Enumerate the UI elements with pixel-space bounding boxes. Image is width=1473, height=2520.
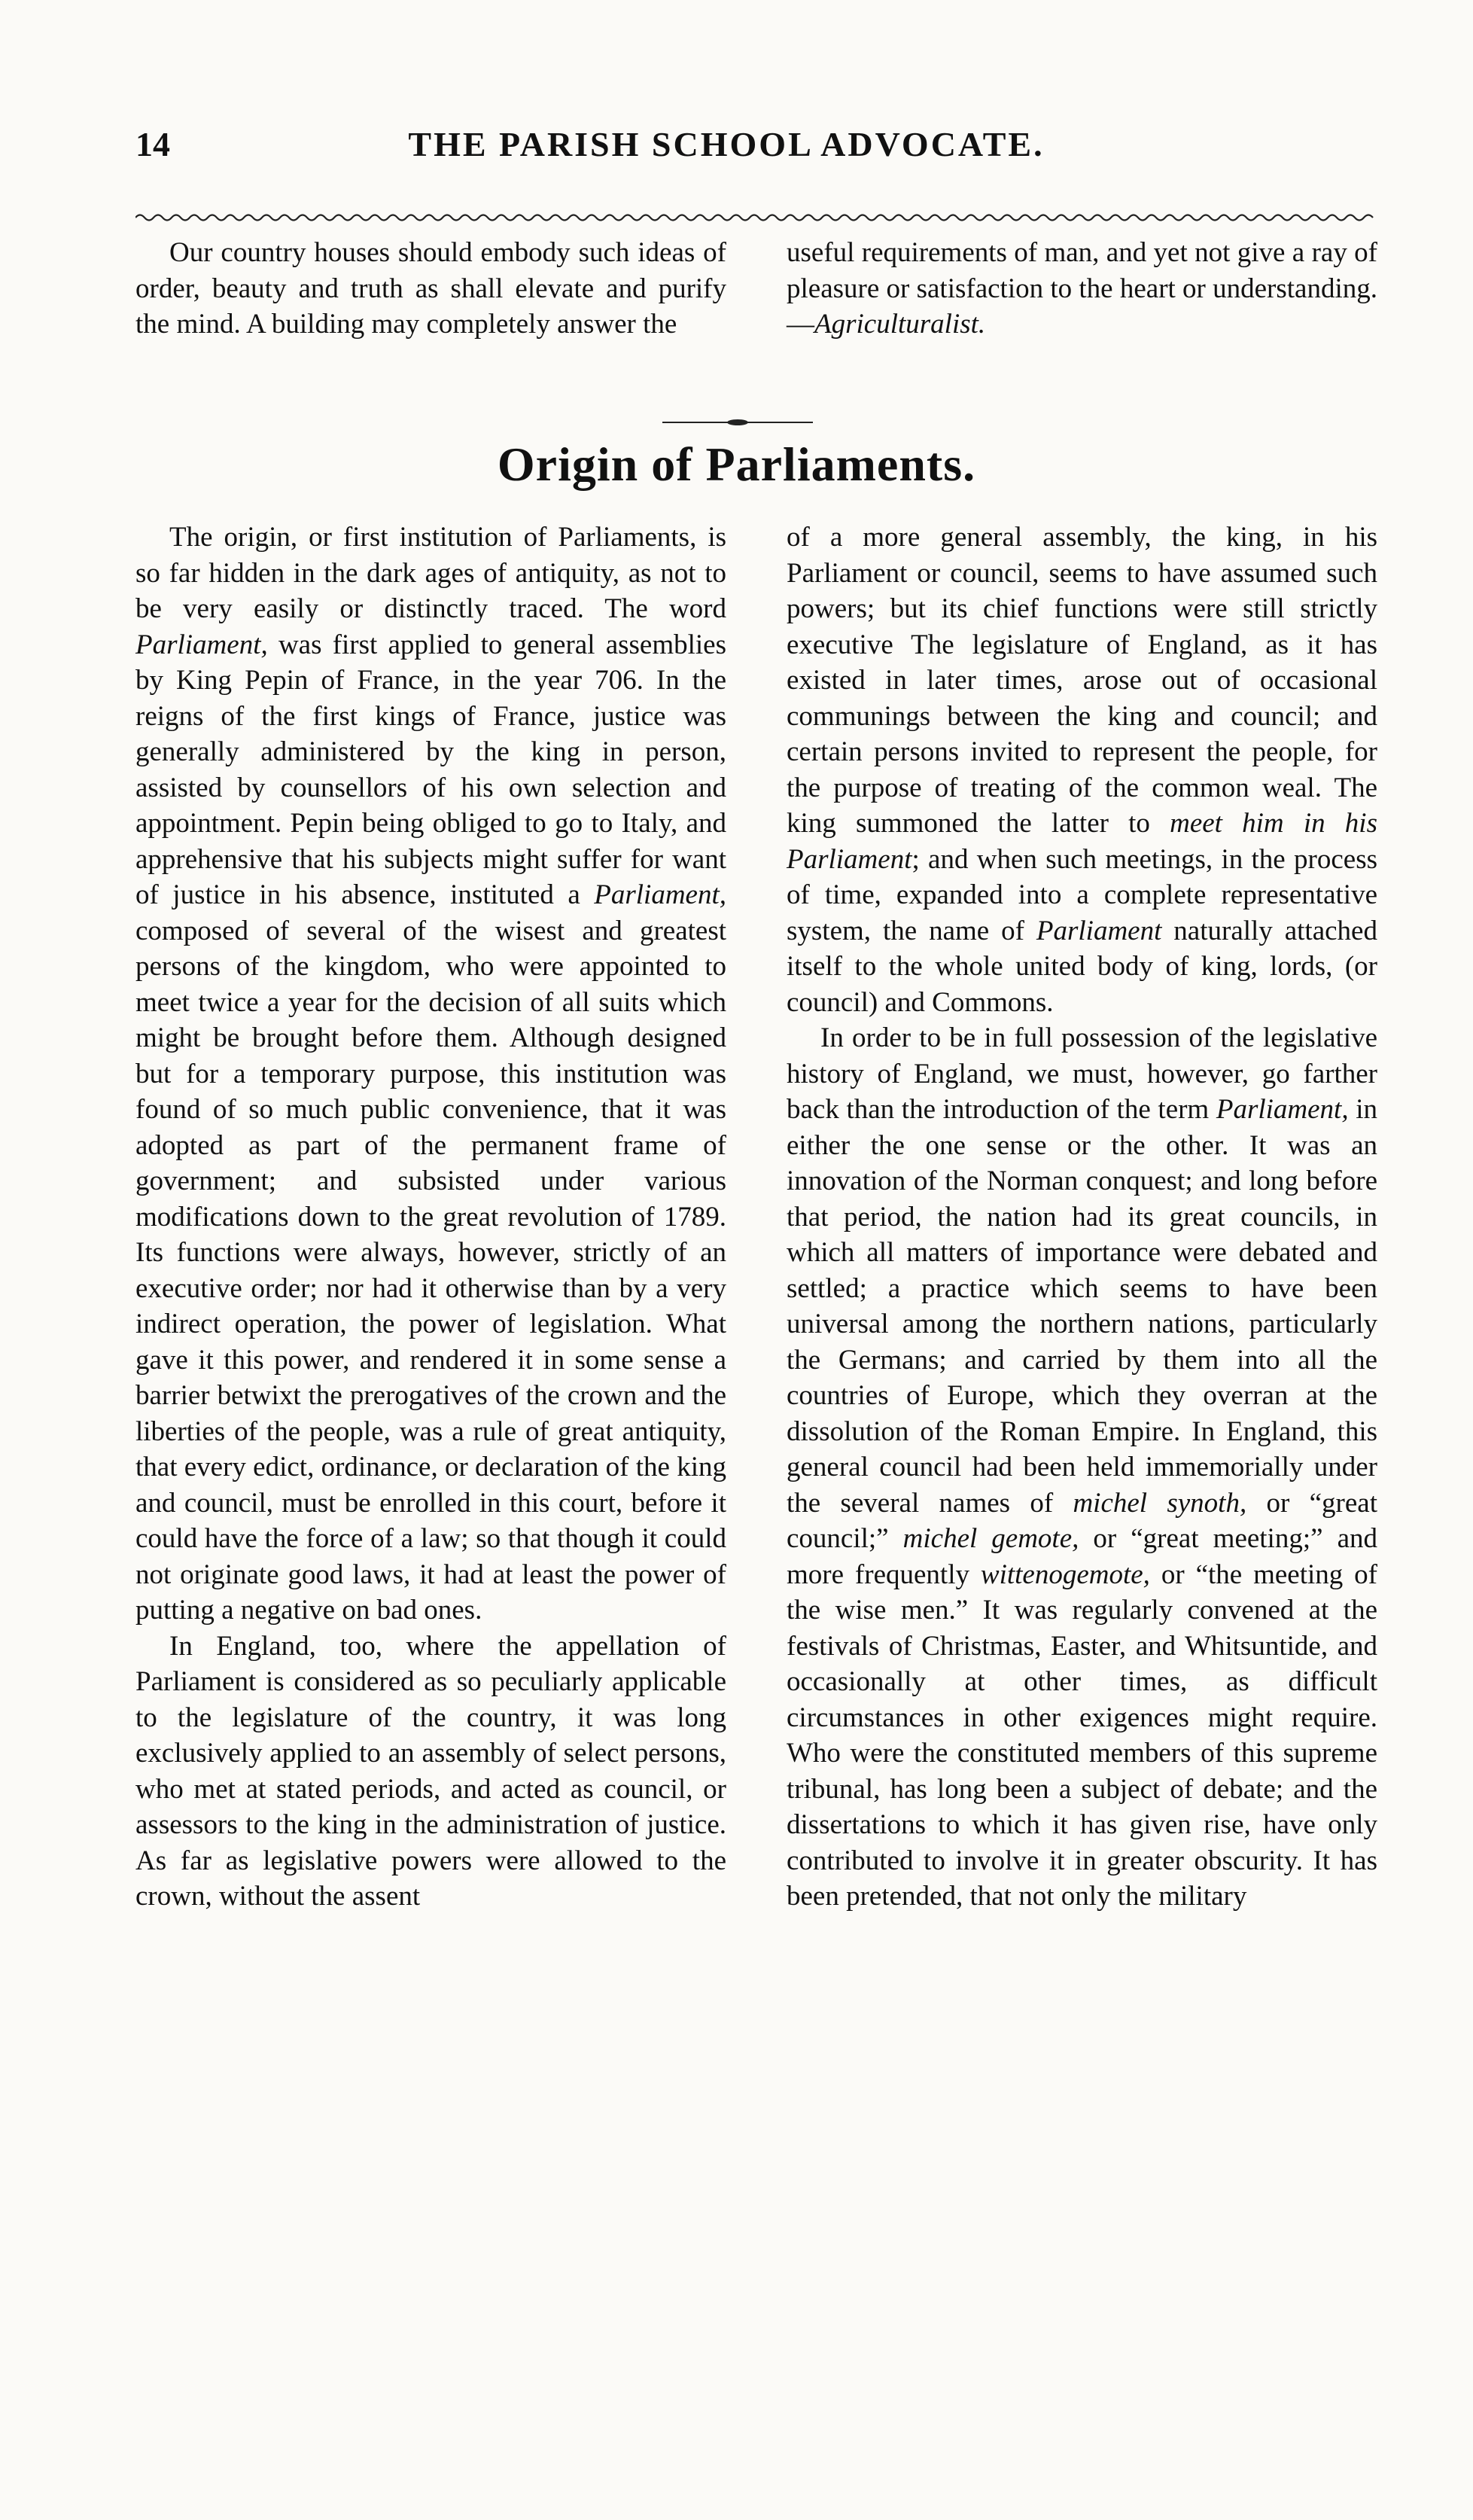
text-run: naturally attached itself to the whole united body of king, lords, (or council) and Commons.	[787, 915, 1377, 1018]
italic-term: Parliament,	[1216, 1094, 1349, 1125]
wavy-rule-divider	[135, 211, 1377, 224]
text-run: In order to be in full possession of the legislative history of England, we must, however, go farther back than the introduction of the term	[787, 1022, 1377, 1125]
italic-term: wittenogemote,	[980, 1559, 1150, 1590]
text-run: was first applied to general assemblies by King Pepin of France, in the year 706. In the reigns of the first kings of France, justice was generally administered by the king in person, assisted by counsellors of his own selection and appointment. Pepin being obliged to go to Italy, and apprehensive that his subjects might suffer for want of justice in his absence, instituted a	[135, 629, 726, 910]
text-run: of a more general assembly, the king, in his Parliament or council, seems to have assumed such powers; but its chief functions were still strictly executive The legislature of England, as it has existed in later times, arose out of occasional communings between the king and council; and certain persons invited to represent the people, for the purpose of treating of the common weal. The king summoned the latter to	[787, 522, 1377, 839]
italic-term: meet him in his Parliament	[787, 808, 1377, 875]
page-number: 14	[135, 125, 170, 163]
article-paragraph: In England, too, where the appellation of Parliament is considered as so peculiarly applicable to the legislature of the country, it was long exclusively applied to an assembly of select persons, who met at stated periods, and acted as council, or assessors to the king in the administration of justice. As far as legislative powers were allowed to the crown, without the assent	[135, 1630, 726, 1912]
previous-article-source: Agriculturalist.	[814, 309, 986, 340]
previous-article-left-column	[135, 235, 726, 343]
text-run: or “the meeting of the wise men.” It was regularly convened at the festivals of Christmas, Easter, and Whitsuntide, and occasionally at other times, as difficult circumstances in other exigences might require. Who were the constituted members of this supreme tribunal, has long been a subject of debate; and the dissertations to which it has given rise, have only contributed to involve it in greater obscurity. It has been pretended, that not only the military	[787, 1559, 1378, 1912]
previous-article-paragraph: Our country houses should embody such ideas of order, beauty and truth as shall elevate and purify the mind. A building may completely answer the	[135, 237, 726, 340]
text-run: ; and when such meetings, in the process of time, expanded into a complete representative system, the name of	[787, 843, 1377, 946]
article-right-column	[787, 520, 1377, 1915]
article-paragraph	[787, 1020, 1377, 1915]
text-run: in either the one sense or the other. It was an innovation of the Norman conquest; and long before that period, the nation had its great councils, in which all matters of importance were debated and settled; a practice which seems to have been universal among the northern nations, particularly the Germans; and carried by them into all the countries of Europe, which they overran at the dissolution of the Roman Empire. In England, this general council had been held immemorially under the several names of	[787, 1094, 1377, 1519]
text-run: or “great meeting;” and more frequently	[787, 1523, 1377, 1590]
article-body	[135, 520, 1377, 2492]
previous-article-right-column	[787, 235, 1377, 343]
article-left-column	[135, 520, 726, 1915]
italic-term: Parliament	[1036, 915, 1162, 946]
italic-term: michel gemote,	[902, 1523, 1079, 1554]
text-run: The origin, or first institution of Parliaments, is so far hidden in the dark ages of antiquity, as not to be very easily or distinctly traced. The word	[135, 522, 726, 624]
italic-term: Parliament,	[135, 629, 268, 660]
running-title: THE PARISH SCHOOL ADVOCATE.	[408, 125, 1045, 163]
italic-term: Parliament,	[594, 879, 726, 910]
article-paragraph	[787, 520, 1377, 1020]
previous-article-continuation	[787, 235, 1377, 343]
text-run: composed of several of the wisest and greatest persons of the kingdom, who were appointed to meet twice a year for the decision of all suits which might be brought before them. Although designed but for a temporary purpose, this institution was found of so much public convenience, that it was adopted as part of the permanent frame of government; and subsisted under various modifications down to the great revolution of 1789. Its functions were always, however, strictly of an executive order; nor had it otherwise than by a very indirect operation, the power of legislation. What gave it this power, and rendered it in some sense a barrier betwixt the prerogatives of the crown and the liberties of the people, was a rule of great antiquity, that every edict, ordinance, or declaration of the king and council, must be enrolled in this court, before it could have the force of a law; so that though it could not originate good laws, it had at least the power of putting a negative on bad ones.	[135, 915, 726, 1626]
previous-article-text: useful requirements of man, and yet not give a ray of pleasure or satisfaction to the heart or understanding.—	[787, 237, 1377, 340]
page-header	[90, 113, 1362, 181]
article-paragraph	[135, 520, 726, 1629]
text-run: or “great council;”	[787, 1487, 1377, 1554]
article-title: Origin of Parliaments.	[497, 437, 976, 491]
section-separator-ornament	[662, 418, 813, 427]
previous-article-ending	[135, 235, 1377, 385]
italic-term: michel synoth,	[1073, 1487, 1247, 1519]
